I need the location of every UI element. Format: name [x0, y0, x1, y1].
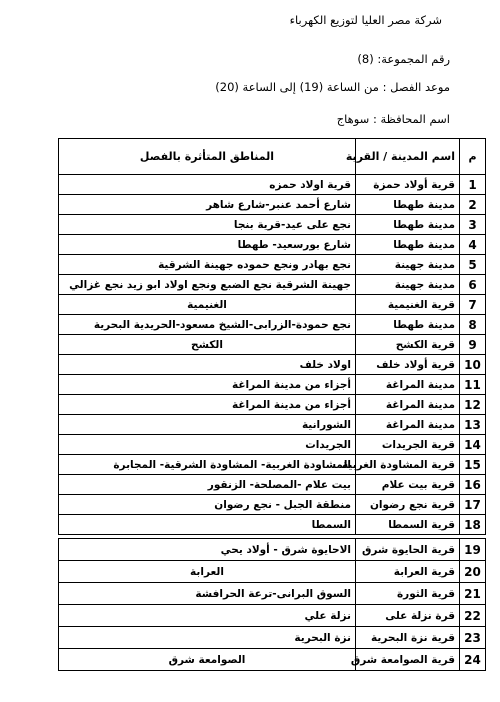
row-areas: المشاودة الغربية- المشاودة الشرقية- المجابرة — [59, 455, 356, 475]
row-number: 11 — [460, 375, 486, 395]
row-areas: الصوامعة شرق — [59, 649, 356, 671]
row-city: مدينة جهينة — [356, 255, 460, 275]
company-name: شركة مصر العليا لتوزيع الكهرباء — [289, 13, 442, 27]
outage-table — [58, 138, 486, 535]
row-city: قرة نزلة على — [356, 605, 460, 627]
row-city: قرية العرابة — [356, 561, 460, 583]
table-row — [59, 195, 486, 215]
row-number: 23 — [460, 627, 486, 649]
row-number: 20 — [460, 561, 486, 583]
table-row — [59, 561, 486, 583]
row-areas: الجريدات — [59, 435, 356, 455]
row-areas: العرابة — [59, 561, 356, 583]
row-number: 12 — [460, 395, 486, 415]
row-city: قرية الكشح — [356, 335, 460, 355]
table-row — [59, 395, 486, 415]
table-row — [59, 175, 486, 195]
row-city: مدينة طهطا — [356, 215, 460, 235]
row-city: مدينة طهطا — [356, 235, 460, 255]
header-num: م — [460, 139, 486, 175]
header-city: اسم المدينة / القرية — [356, 139, 460, 175]
row-number: 8 — [460, 315, 486, 335]
row-areas: قرية اولاد حمزه — [59, 175, 356, 195]
table-row — [59, 335, 486, 355]
row-number: 7 — [460, 295, 486, 315]
row-city: قرية الغنيمية — [356, 295, 460, 315]
row-areas: الغنيمية — [59, 295, 356, 315]
row-city: مدينة المراغة — [356, 415, 460, 435]
row-city: مدينة طهطا — [356, 195, 460, 215]
outage-table-continued — [58, 538, 486, 671]
row-city: قرية أولاد خلف — [356, 355, 460, 375]
row-number: 2 — [460, 195, 486, 215]
row-areas: بيت علام -المصلحة- الزنقور — [59, 475, 356, 495]
table-row — [59, 355, 486, 375]
header-areas: المناطق المتأثرة بالفصل — [59, 139, 356, 175]
table-row — [59, 435, 486, 455]
table-row — [59, 649, 486, 671]
table-row — [59, 235, 486, 255]
table-row — [59, 539, 486, 561]
row-number: 13 — [460, 415, 486, 435]
table-row — [59, 255, 486, 275]
row-number: 22 — [460, 605, 486, 627]
row-areas: نجع على عيد-قرية بنجا — [59, 215, 356, 235]
row-number: 5 — [460, 255, 486, 275]
row-number: 4 — [460, 235, 486, 255]
row-city: قرية الثورة — [356, 583, 460, 605]
row-number: 3 — [460, 215, 486, 235]
table-row — [59, 295, 486, 315]
row-city: قرية الحايوة شرق — [356, 539, 460, 561]
row-city: مدينة طهطا — [356, 315, 460, 335]
row-city: قرية نزة البحرية — [356, 627, 460, 649]
table-row — [59, 275, 486, 295]
row-city: مدينة المراغة — [356, 375, 460, 395]
table-row — [59, 605, 486, 627]
row-number: 18 — [460, 515, 486, 535]
row-areas: نزلة علي — [59, 605, 356, 627]
row-number: 6 — [460, 275, 486, 295]
row-areas: أجزاء من مدينة المراغة — [59, 395, 356, 415]
row-areas: اولاد خلف — [59, 355, 356, 375]
cutoff-time: موعد الفصل : من الساعة (19) إلى الساعة (20) — [215, 80, 450, 94]
table-row — [59, 583, 486, 605]
row-areas: منطقة الجبل - نجع رضوان — [59, 495, 356, 515]
row-areas: الشورانية — [59, 415, 356, 435]
row-number: 9 — [460, 335, 486, 355]
table-row — [59, 495, 486, 515]
row-number: 14 — [460, 435, 486, 455]
row-city: مدينة المراغة — [356, 395, 460, 415]
row-areas: أجزاء من مدينة المراغة — [59, 375, 356, 395]
table-body — [59, 175, 486, 535]
row-city: قرية أولاد حمزة — [356, 175, 460, 195]
row-areas: السوق البرانى-ترعة الحرافشة — [59, 583, 356, 605]
table-row — [59, 375, 486, 395]
row-areas: الكشح — [59, 335, 356, 355]
table-row — [59, 627, 486, 649]
row-city: قرية بيت علام — [356, 475, 460, 495]
row-number: 15 — [460, 455, 486, 475]
row-number: 24 — [460, 649, 486, 671]
table-row — [59, 415, 486, 435]
table-header-row — [59, 139, 486, 175]
row-areas: السمطا — [59, 515, 356, 535]
row-number: 16 — [460, 475, 486, 495]
row-number: 1 — [460, 175, 486, 195]
table-row — [59, 215, 486, 235]
row-number: 10 — [460, 355, 486, 375]
row-city: قرية نجع رضوان — [356, 495, 460, 515]
row-areas: نجع بهادر ونجع حموده جهينة الشرقية — [59, 255, 356, 275]
table-row — [59, 475, 486, 495]
row-city: مدينة جهينة — [356, 275, 460, 295]
row-number: 21 — [460, 583, 486, 605]
row-areas: الاحايوة شرق - أولاد يحي — [59, 539, 356, 561]
table-row — [59, 315, 486, 335]
row-areas: نجع حمودة-الزرابى-الشيخ مسعود-الحريدية البحرية — [59, 315, 356, 335]
row-city: قرية الجريدات — [356, 435, 460, 455]
row-areas: جهينة الشرقية نجع الضبع ونجع اولاد ابو زيد نجع غزالي — [59, 275, 356, 295]
row-number: 17 — [460, 495, 486, 515]
row-areas: شارع بورسعيد- طهطا — [59, 235, 356, 255]
group-number: رقم المجموعة: (8) — [357, 52, 450, 66]
table-row — [59, 515, 486, 535]
table-body-continued — [59, 539, 486, 671]
row-areas: شارع أحمد عنبر-شارع شاهر — [59, 195, 356, 215]
row-areas: نزة البحرية — [59, 627, 356, 649]
row-city: قرية السمطا — [356, 515, 460, 535]
row-number: 19 — [460, 539, 486, 561]
governorate-name: اسم المحافظة : سوهاج — [336, 112, 450, 126]
row-city: قرية المشاودة الغربية — [356, 455, 460, 475]
table-row — [59, 455, 486, 475]
row-city: قرية الصوامعة شرق — [356, 649, 460, 671]
